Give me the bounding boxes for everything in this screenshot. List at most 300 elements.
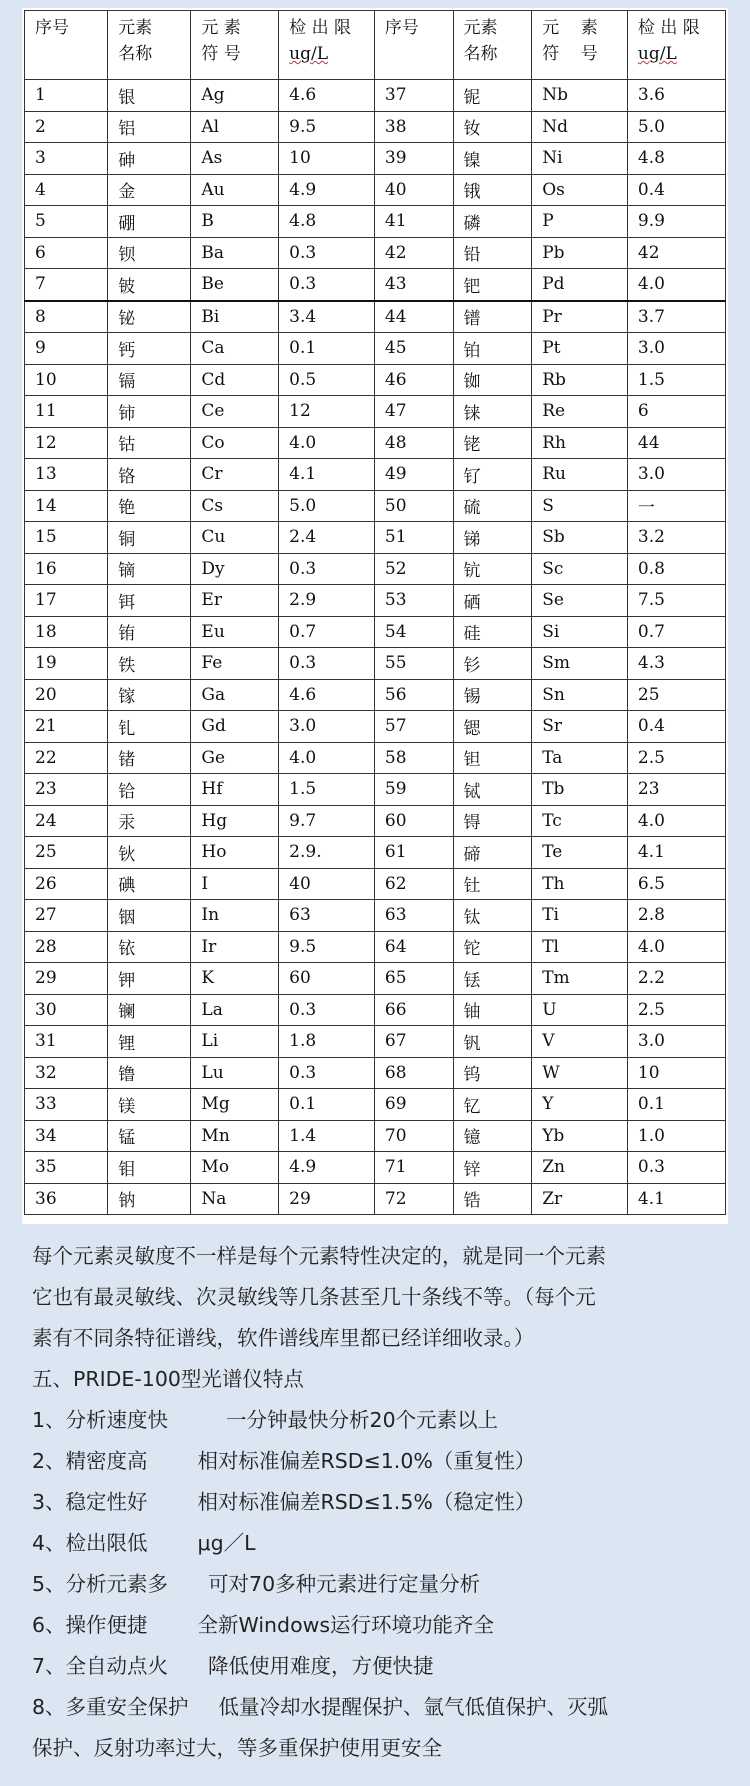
cell-element-symbol: Be <box>191 269 279 301</box>
cell-element-symbol: Cu <box>191 522 279 554</box>
cell-element-symbol-right: Pt <box>532 333 628 365</box>
cell-index: 8 <box>25 301 108 333</box>
cell-detection-limit: 0.3 <box>279 269 375 301</box>
table-row <box>25 1152 726 1184</box>
cell-index: 5 <box>25 206 108 238</box>
cell-element-name-right: 锡 <box>453 679 532 711</box>
cell-element-name-right: 铊 <box>453 931 532 963</box>
cell-element-symbol: Ge <box>191 742 279 774</box>
cell-index: 33 <box>25 1089 108 1121</box>
cell-element-symbol-right: Si <box>532 616 628 648</box>
cell-element-name: 铱 <box>108 931 191 963</box>
table-row <box>25 1120 726 1152</box>
feature-text: 一分钟最快分析20个元素以上 <box>226 1408 499 1432</box>
cell-element-symbol-right: Th <box>532 868 628 900</box>
cell-element-symbol-right: Yb <box>532 1120 628 1152</box>
cell-index-right: 60 <box>374 805 453 837</box>
cell-detection-limit-right: 3.0 <box>627 459 725 491</box>
cell-index-right: 66 <box>374 994 453 1026</box>
feature-label: 1、分析速度快 <box>32 1408 169 1432</box>
feature-text: μg／L <box>197 1531 256 1555</box>
cell-detection-limit: 9.5 <box>279 931 375 963</box>
table-row <box>25 931 726 963</box>
cell-element-name-right: 钍 <box>453 868 532 900</box>
cell-element-symbol: Cs <box>191 490 279 522</box>
cell-element-name-right: 锑 <box>453 522 532 554</box>
cell-detection-limit-right: 4.0 <box>627 269 725 301</box>
cell-element-name: 钾 <box>108 963 191 995</box>
cell-detection-limit: 63 <box>279 900 375 932</box>
cell-detection-limit-right: 3.2 <box>627 522 725 554</box>
cell-index-right: 55 <box>374 648 453 680</box>
cell-element-symbol-right: Nb <box>532 80 628 112</box>
cell-element-name-right: 钪 <box>453 553 532 585</box>
cell-element-name: 铬 <box>108 459 191 491</box>
cell-element-symbol-right: Sc <box>532 553 628 585</box>
cell-element-symbol-right: Pb <box>532 237 628 269</box>
cell-element-symbol-right: Re <box>532 396 628 428</box>
cell-index-right: 41 <box>374 206 453 238</box>
cell-detection-limit: 1.8 <box>279 1026 375 1058</box>
feature-text: 相对标准偏差RSD≤1.5%（稳定性） <box>197 1490 536 1514</box>
cell-element-name: 镝 <box>108 553 191 585</box>
cell-detection-limit: 1.4 <box>279 1120 375 1152</box>
cell-detection-limit-right: 4.8 <box>627 143 725 175</box>
cell-detection-limit: 4.6 <box>279 679 375 711</box>
header-element-symbol-right: 元 素 符 号 <box>532 11 628 80</box>
cell-element-name: 锗 <box>108 742 191 774</box>
cell-detection-limit: 4.1 <box>279 459 375 491</box>
feature-label: 6、操作便捷 <box>32 1613 148 1637</box>
feature-item <box>32 1482 732 1523</box>
cell-element-name-right: 锇 <box>453 174 532 206</box>
cell-detection-limit-right: 4.3 <box>627 648 725 680</box>
cell-detection-limit-right: 6 <box>627 396 725 428</box>
cell-index-right: 39 <box>374 143 453 175</box>
cell-element-name: 砷 <box>108 143 191 175</box>
cell-element-symbol: Dy <box>191 553 279 585</box>
cell-element-name: 钙 <box>108 333 191 365</box>
feature-item <box>32 1441 732 1482</box>
feature-item <box>32 1523 732 1564</box>
table-row <box>25 742 726 774</box>
cell-element-symbol-right: Rh <box>532 427 628 459</box>
table-row <box>25 616 726 648</box>
cell-detection-limit-right: 0.7 <box>627 616 725 648</box>
table-row <box>25 143 726 175</box>
cell-detection-limit: 3.4 <box>279 301 375 333</box>
cell-element-name-right: 硫 <box>453 490 532 522</box>
table-row <box>25 711 726 743</box>
cell-element-symbol-right: Rb <box>532 364 628 396</box>
feature-label: 7、全自动点火 <box>32 1654 169 1678</box>
cell-element-name: 铕 <box>108 616 191 648</box>
cell-element-name-right: 铑 <box>453 427 532 459</box>
cell-detection-limit: 0.3 <box>279 237 375 269</box>
cell-detection-limit-right: 23 <box>627 774 725 806</box>
feature-last-line: 保护、反射功率过大，等多重保护使用更安全 <box>32 1736 442 1760</box>
cell-element-symbol-right: V <box>532 1026 628 1058</box>
cell-element-name-right: 锆 <box>453 1183 532 1215</box>
cell-element-symbol: Gd <box>191 711 279 743</box>
cell-element-symbol-right: U <box>532 994 628 1026</box>
cell-detection-limit: 0.1 <box>279 333 375 365</box>
cell-element-symbol-right: W <box>532 1057 628 1089</box>
cell-element-name-right: 钕 <box>453 111 532 143</box>
cell-detection-limit-right: 6.5 <box>627 868 725 900</box>
cell-index-right: 57 <box>374 711 453 743</box>
cell-element-symbol-right: Zn <box>532 1152 628 1184</box>
cell-index-right: 67 <box>374 1026 453 1058</box>
cell-element-symbol-right: Te <box>532 837 628 869</box>
cell-detection-limit: 29 <box>279 1183 375 1215</box>
cell-index: 15 <box>25 522 108 554</box>
cell-element-name-right: 硅 <box>453 616 532 648</box>
header-index-right: 序号 <box>374 11 453 80</box>
table-row <box>25 900 726 932</box>
cell-index-right: 43 <box>374 269 453 301</box>
note-line: 它也有最灵敏线、次灵敏线等几条甚至几十条线不等。（每个元 <box>32 1285 596 1309</box>
cell-index-right: 52 <box>374 553 453 585</box>
cell-index-right: 48 <box>374 427 453 459</box>
cell-index: 36 <box>25 1183 108 1215</box>
cell-detection-limit: 1.5 <box>279 774 375 806</box>
feature-item <box>32 1564 732 1605</box>
feature-text: 相对标准偏差RSD≤1.0%（重复性） <box>197 1449 536 1473</box>
cell-detection-limit-right: 44 <box>627 427 725 459</box>
cell-detection-limit: 60 <box>279 963 375 995</box>
cell-index-right: 71 <box>374 1152 453 1184</box>
cell-index: 18 <box>25 616 108 648</box>
feature-text: 低量冷却水提醒保护、氩气低值保护、灭弧 <box>218 1695 609 1719</box>
cell-element-name: 锰 <box>108 1120 191 1152</box>
detection-limit-table-sheet <box>22 8 728 1224</box>
cell-index: 9 <box>25 333 108 365</box>
cell-element-name: 铝 <box>108 111 191 143</box>
table-row <box>25 206 726 238</box>
cell-index: 12 <box>25 427 108 459</box>
cell-index: 28 <box>25 931 108 963</box>
cell-element-name-right: 铀 <box>453 994 532 1026</box>
cell-element-symbol: Cr <box>191 459 279 491</box>
cell-element-symbol: Ba <box>191 237 279 269</box>
cell-element-symbol: Lu <box>191 1057 279 1089</box>
cell-element-symbol: Al <box>191 111 279 143</box>
cell-index-right: 40 <box>374 174 453 206</box>
feature-label: 8、多重安全保护 <box>32 1695 189 1719</box>
cell-element-name: 铪 <box>108 774 191 806</box>
cell-element-symbol-right: Ti <box>532 900 628 932</box>
cell-element-name: 钴 <box>108 427 191 459</box>
table-row <box>25 333 726 365</box>
cell-detection-limit: 0.5 <box>279 364 375 396</box>
cell-element-symbol: B <box>191 206 279 238</box>
cell-element-symbol: In <box>191 900 279 932</box>
cell-element-name-right: 钇 <box>453 1089 532 1121</box>
cell-element-symbol-right: Tm <box>532 963 628 995</box>
cell-detection-limit: 9.5 <box>279 111 375 143</box>
table-row <box>25 868 726 900</box>
table-row <box>25 805 726 837</box>
cell-element-symbol-right: Nd <box>532 111 628 143</box>
cell-element-symbol: I <box>191 868 279 900</box>
cell-detection-limit-right: 0.8 <box>627 553 725 585</box>
cell-detection-limit: 2.4 <box>279 522 375 554</box>
cell-detection-limit-right: 一 <box>627 490 725 522</box>
cell-index-right: 62 <box>374 868 453 900</box>
cell-element-symbol: Ho <box>191 837 279 869</box>
cell-index: 7 <box>25 269 108 301</box>
cell-element-symbol: Mg <box>191 1089 279 1121</box>
cell-element-symbol: Ga <box>191 679 279 711</box>
cell-index: 34 <box>25 1120 108 1152</box>
cell-index-right: 68 <box>374 1057 453 1089</box>
cell-element-name-right: 镍 <box>453 143 532 175</box>
cell-element-symbol: Cd <box>191 364 279 396</box>
table-row <box>25 1026 726 1058</box>
cell-element-name: 金 <box>108 174 191 206</box>
table-row <box>25 364 726 396</box>
cell-index-right: 63 <box>374 900 453 932</box>
cell-element-name-right: 锌 <box>453 1152 532 1184</box>
cell-element-symbol-right: Sn <box>532 679 628 711</box>
cell-element-name: 钼 <box>108 1152 191 1184</box>
cell-element-name: 钬 <box>108 837 191 869</box>
cell-element-symbol: Au <box>191 174 279 206</box>
table-row <box>25 553 726 585</box>
feature-text: 全新Windows运行环境功能齐全 <box>197 1613 495 1637</box>
cell-element-name-right: 钐 <box>453 648 532 680</box>
cell-detection-limit: 12 <box>279 396 375 428</box>
cell-element-symbol: Mo <box>191 1152 279 1184</box>
cell-detection-limit: 4.9 <box>279 174 375 206</box>
cell-element-name-right: 钨 <box>453 1057 532 1089</box>
cell-element-symbol: Li <box>191 1026 279 1058</box>
cell-element-symbol-right: Sm <box>532 648 628 680</box>
cell-element-name-right: 镱 <box>453 1120 532 1152</box>
cell-detection-limit: 9.7 <box>279 805 375 837</box>
section-title: 五、PRIDE-100型光谱仪特点 <box>32 1367 304 1391</box>
cell-detection-limit-right: 3.0 <box>627 333 725 365</box>
feature-item <box>32 1400 732 1441</box>
cell-index-right: 37 <box>374 80 453 112</box>
cell-detection-limit: 0.3 <box>279 994 375 1026</box>
cell-index-right: 56 <box>374 679 453 711</box>
cell-detection-limit-right: 4.1 <box>627 1183 725 1215</box>
cell-detection-limit: 0.7 <box>279 616 375 648</box>
cell-element-name: 铜 <box>108 522 191 554</box>
table-body <box>25 80 726 1215</box>
note-line: 素有不同条特征谱线，软件谱线库里都已经详细收录。） <box>32 1326 535 1350</box>
cell-detection-limit: 4.6 <box>279 80 375 112</box>
cell-detection-limit: 4.9 <box>279 1152 375 1184</box>
cell-index-right: 59 <box>374 774 453 806</box>
cell-index: 25 <box>25 837 108 869</box>
cell-index-right: 54 <box>374 616 453 648</box>
cell-detection-limit-right: 0.3 <box>627 1152 725 1184</box>
notes-section <box>32 1236 732 1769</box>
cell-element-name: 铋 <box>108 301 191 333</box>
cell-element-name-right: 碲 <box>453 837 532 869</box>
header-detection-limit-right: 检 出 限 ug/L <box>627 11 725 80</box>
cell-element-name: 银 <box>108 80 191 112</box>
cell-element-name: 镁 <box>108 1089 191 1121</box>
cell-detection-limit: 0.3 <box>279 648 375 680</box>
cell-index: 31 <box>25 1026 108 1058</box>
cell-element-symbol: Ir <box>191 931 279 963</box>
table-row <box>25 522 726 554</box>
cell-element-symbol-right: Tc <box>532 805 628 837</box>
cell-element-name-right: 铽 <box>453 774 532 806</box>
table-row <box>25 80 726 112</box>
cell-index: 4 <box>25 174 108 206</box>
header-element-name-right: 元素 名称 <box>453 11 532 80</box>
cell-index-right: 46 <box>374 364 453 396</box>
header-element-name: 元素 名称 <box>108 11 191 80</box>
cell-element-symbol: Hf <box>191 774 279 806</box>
cell-element-symbol-right: Y <box>532 1089 628 1121</box>
cell-index-right: 50 <box>374 490 453 522</box>
cell-detection-limit-right: 0.4 <box>627 711 725 743</box>
cell-index-right: 38 <box>374 111 453 143</box>
cell-index: 23 <box>25 774 108 806</box>
table-row <box>25 774 726 806</box>
cell-element-symbol-right: P <box>532 206 628 238</box>
cell-detection-limit: 4.0 <box>279 742 375 774</box>
cell-index: 20 <box>25 679 108 711</box>
cell-index: 2 <box>25 111 108 143</box>
header-detection-limit: 检 出 限 ug/L <box>279 11 375 80</box>
cell-element-symbol-right: Ru <box>532 459 628 491</box>
cell-detection-limit: 0.3 <box>279 1057 375 1089</box>
cell-element-name: 钡 <box>108 237 191 269</box>
cell-element-name-right: 铅 <box>453 237 532 269</box>
cell-index-right: 47 <box>374 396 453 428</box>
cell-index: 10 <box>25 364 108 396</box>
cell-index-right: 69 <box>374 1089 453 1121</box>
cell-element-name-right: 铥 <box>453 963 532 995</box>
cell-element-symbol-right: Ni <box>532 143 628 175</box>
cell-detection-limit: 5.0 <box>279 490 375 522</box>
cell-element-symbol-right: Sr <box>532 711 628 743</box>
cell-element-name-right: 钯 <box>453 269 532 301</box>
cell-element-name-right: 钛 <box>453 900 532 932</box>
cell-element-symbol: Hg <box>191 805 279 837</box>
feature-item <box>32 1687 732 1728</box>
cell-element-name: 铈 <box>108 396 191 428</box>
cell-element-name: 镥 <box>108 1057 191 1089</box>
table-row <box>25 994 726 1026</box>
cell-element-name-right: 铷 <box>453 364 532 396</box>
table-row <box>25 648 726 680</box>
table-row <box>25 679 726 711</box>
cell-element-name-right: 锝 <box>453 805 532 837</box>
feature-list <box>32 1400 732 1728</box>
cell-index: 14 <box>25 490 108 522</box>
cell-detection-limit-right: 25 <box>627 679 725 711</box>
cell-index: 30 <box>25 994 108 1026</box>
feature-label: 4、检出限低 <box>32 1531 148 1555</box>
cell-element-symbol: Bi <box>191 301 279 333</box>
cell-element-symbol-right: Os <box>532 174 628 206</box>
table-row <box>25 459 726 491</box>
cell-element-symbol: Eu <box>191 616 279 648</box>
cell-element-symbol-right: Tb <box>532 774 628 806</box>
header-element-symbol: 元 素 符 号 <box>191 11 279 80</box>
table-row <box>25 585 726 617</box>
cell-element-name: 硼 <box>108 206 191 238</box>
detection-limit-table <box>24 10 726 1215</box>
cell-element-symbol: Fe <box>191 648 279 680</box>
cell-index: 24 <box>25 805 108 837</box>
cell-detection-limit: 2.9 <box>279 585 375 617</box>
cell-index: 26 <box>25 868 108 900</box>
cell-element-symbol-right: Sb <box>532 522 628 554</box>
cell-element-name: 铁 <box>108 648 191 680</box>
cell-element-name-right: 铂 <box>453 333 532 365</box>
table-row <box>25 174 726 206</box>
cell-element-symbol-right: Pr <box>532 301 628 333</box>
cell-element-symbol: Ce <box>191 396 279 428</box>
cell-detection-limit-right: 3.7 <box>627 301 725 333</box>
cell-detection-limit-right: 4.1 <box>627 837 725 869</box>
cell-detection-limit-right: 7.5 <box>627 585 725 617</box>
cell-detection-limit-right: 1.5 <box>627 364 725 396</box>
table-row <box>25 111 726 143</box>
cell-index: 21 <box>25 711 108 743</box>
cell-element-symbol-right: S <box>532 490 628 522</box>
table-row <box>25 490 726 522</box>
cell-element-symbol: K <box>191 963 279 995</box>
cell-element-symbol-right: Ta <box>532 742 628 774</box>
cell-element-name-right: 锶 <box>453 711 532 743</box>
cell-element-symbol: Co <box>191 427 279 459</box>
cell-element-name: 锂 <box>108 1026 191 1058</box>
cell-element-name-right: 镨 <box>453 301 532 333</box>
cell-detection-limit-right: 2.5 <box>627 742 725 774</box>
cell-detection-limit: 40 <box>279 868 375 900</box>
cell-element-name: 镉 <box>108 364 191 396</box>
feature-text: 降低使用难度，方便快捷 <box>208 1654 434 1678</box>
cell-detection-limit-right: 2.2 <box>627 963 725 995</box>
table-row <box>25 427 726 459</box>
cell-index: 32 <box>25 1057 108 1089</box>
cell-element-name: 铯 <box>108 490 191 522</box>
cell-element-symbol-right: Zr <box>532 1183 628 1215</box>
cell-index: 17 <box>25 585 108 617</box>
cell-element-symbol: La <box>191 994 279 1026</box>
table-row <box>25 269 726 301</box>
cell-element-symbol: Na <box>191 1183 279 1215</box>
cell-element-name: 镧 <box>108 994 191 1026</box>
cell-element-name: 铒 <box>108 585 191 617</box>
cell-index: 3 <box>25 143 108 175</box>
cell-element-name: 铟 <box>108 900 191 932</box>
cell-element-name: 钠 <box>108 1183 191 1215</box>
table-row <box>25 301 726 333</box>
cell-detection-limit-right: 2.8 <box>627 900 725 932</box>
cell-element-symbol: As <box>191 143 279 175</box>
cell-index: 35 <box>25 1152 108 1184</box>
cell-detection-limit-right: 0.1 <box>627 1089 725 1121</box>
cell-detection-limit-right: 9.9 <box>627 206 725 238</box>
cell-element-name: 钆 <box>108 711 191 743</box>
cell-detection-limit-right: 0.4 <box>627 174 725 206</box>
cell-index-right: 44 <box>374 301 453 333</box>
table-row <box>25 963 726 995</box>
cell-detection-limit: 3.0 <box>279 711 375 743</box>
cell-element-symbol: Er <box>191 585 279 617</box>
